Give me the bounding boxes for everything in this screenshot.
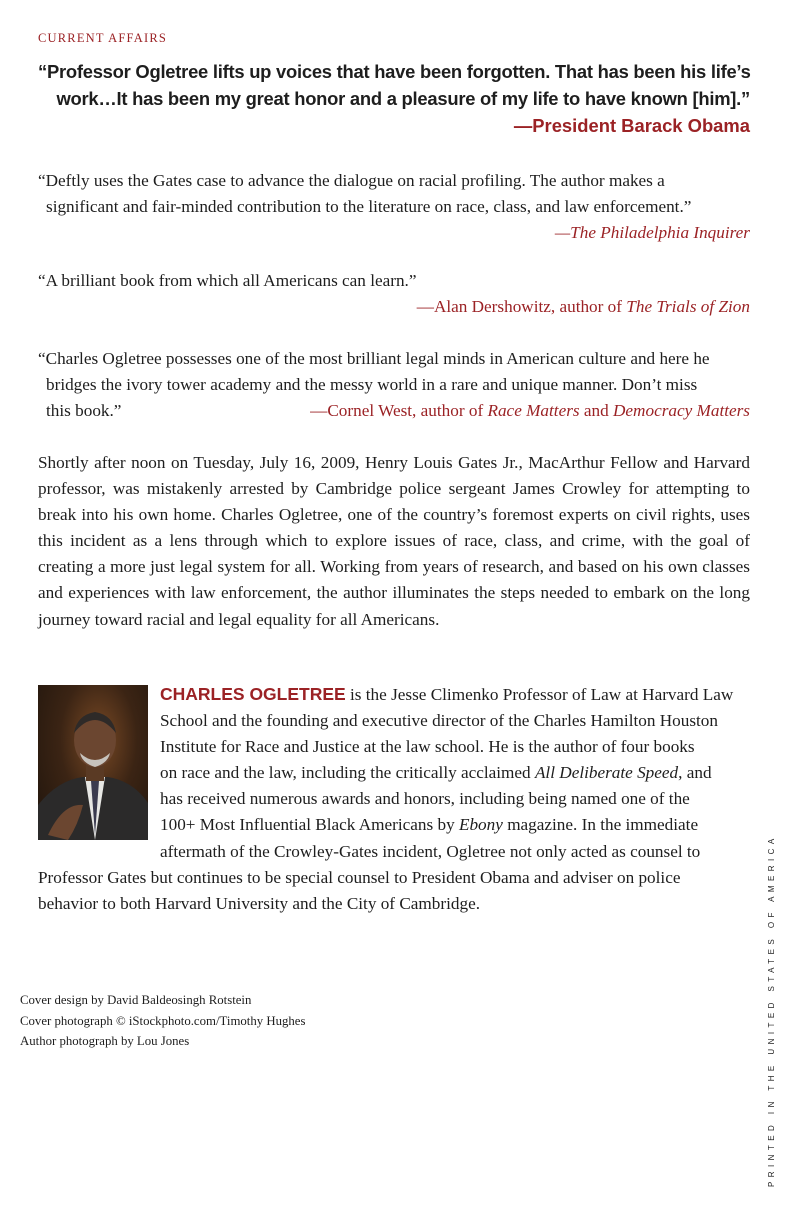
bio-line: behavior to both Harvard University and the City of Cambridge. (38, 893, 480, 913)
bio-line: Institute for Race and Justice at the law school. He is the author of four books (160, 737, 695, 757)
author-bio (38, 681, 750, 917)
review-quote-inquirer (38, 168, 750, 246)
quote-last-line (38, 398, 750, 424)
bio-line: School and the founding and executive director of the Charles Hamilton Houston (160, 711, 718, 731)
quote-attribution (38, 294, 750, 320)
author-name: CHARLES OGLETREE (160, 684, 346, 704)
category-label: CURRENT AFFAIRS (38, 31, 168, 45)
quote-line: “Charles Ogletree possesses one of the most brilliant legal minds in American culture and here he (38, 349, 710, 368)
credit-line: Cover photograph © iStockphoto.com/Timothy Hughes (20, 1013, 306, 1028)
bio-line: has received numerous awards and honors, including being named one of the (160, 789, 690, 809)
attribution-prefix: —Alan Dershowitz, author of (416, 297, 627, 316)
credit-line: Author photograph by Lou Jones (20, 1034, 190, 1048)
printed-in-label: PRINTED IN THE UNITED STATES OF AMERICA (767, 834, 776, 1187)
bio-line (38, 681, 750, 708)
quote-line: “A brilliant book from which all Americans can learn.” (38, 271, 417, 290)
bio-line: Professor Gates but continues to be special counsel to President Obama and adviser on police (38, 867, 681, 887)
featured-quote-line1: “Professor Ogletree lifts up voices that have been forgotten. That has been his life’s (38, 61, 751, 82)
book-title: Democracy Matters (613, 401, 750, 420)
attribution-prefix: —Cornel West, author of (310, 401, 488, 420)
bio-line (38, 760, 750, 786)
featured-quote-line2: work…It has been my great honor and a pleasure of my life to have known [him].” (56, 88, 750, 109)
bio-line (38, 812, 750, 838)
bio-line: aftermath of the Crowley-Gates incident, Ogletree not only acted as counsel to (160, 841, 701, 861)
quote-attribution (310, 398, 750, 424)
quote-line: this book.” (46, 401, 122, 420)
credit-line: Cover design by David Baldeosingh Rotstein (20, 993, 252, 1007)
credits (20, 990, 305, 1052)
attribution-and: and (579, 401, 614, 420)
quote-attribution: —The Philadelphia Inquirer (554, 223, 750, 242)
book-description: Shortly after noon on Tuesday, July 16, 2009, Henry Louis Gates Jr., MacArthur Fellow and Harvard professor, was mistakenly arrested by Cambridge police sergeant James Crowley for attempting to break into his own home. Charles Ogletree, one of the country’s foremost experts on civil rights, uses this incident as a lens through which to explore issues of race, class, and crime, with the goal of creating a more just legal system for all. Working from years of research, and based on his own classes and experiences with law enforcement, the author illuminates the steps needed to embark on the long journey toward racial and legal equality for all Americans. (38, 453, 750, 629)
bio-text: is the Jesse Climenko Professor of Law at Harvard Law (345, 685, 734, 704)
bio-text: 100+ Most Influential Black Americans by (160, 815, 459, 835)
book-title: The Trials of Zion (626, 297, 750, 316)
quote-line: significant and fair-minded contribution to the literature on race, class, and law enforcement.” (46, 197, 692, 216)
featured-quote-attribution: —President Barack Obama (513, 115, 750, 136)
magazine-title: Ebony (458, 815, 503, 835)
bio-text: magazine. In the immediate (502, 815, 699, 835)
book-title: All Deliberate Speed (534, 763, 679, 783)
bio-text: on race and the law, including the critically acclaimed (160, 763, 535, 783)
quote-line: bridges the ivory tower academy and the messy world in a rare and unique manner. Don’t miss (46, 375, 698, 394)
bio-text: , and (678, 763, 712, 783)
review-quote-west (38, 346, 750, 424)
book-title: Race Matters (487, 401, 580, 420)
quote-line: “Deftly uses the Gates case to advance the dialogue on racial profiling. The author makes a (38, 171, 665, 190)
review-quote-dershowitz (38, 268, 750, 320)
featured-quote (38, 58, 750, 139)
